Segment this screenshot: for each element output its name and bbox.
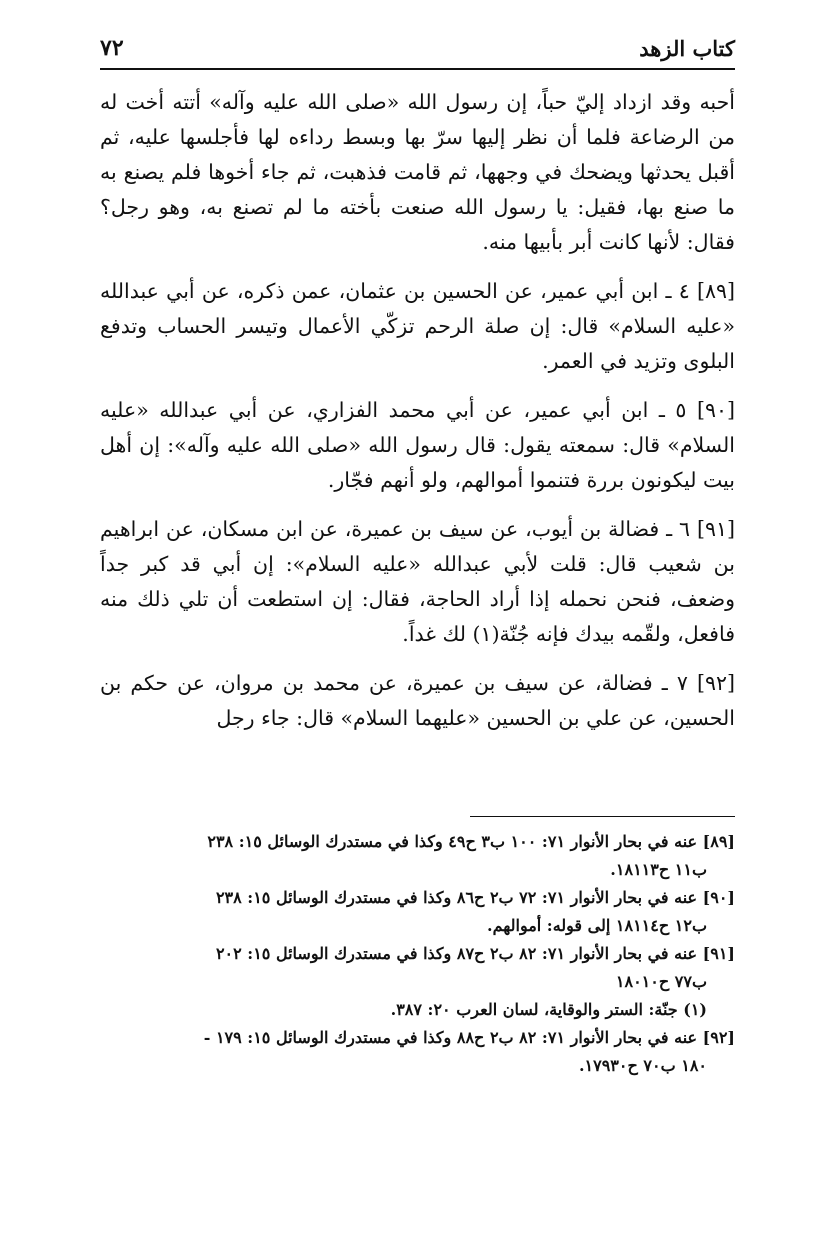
hadith-90: [٩٠] ٥ ـ ابن أبي عمير، عن أبي محمد الفزاري، عن أبي عبدالله «عليه السلام» قال: سمعته يقول: قال رسول الله «صلى الله عليه وآله»: إن أهل بيت ليكونون بررة فتنموا أموالهم، ولو أنهم فجّار. xyxy=(100,398,735,492)
book-title: كتاب الزهد xyxy=(639,35,735,61)
footnote-cont: ١٨٠ ب٧٠ ح١٧٩٣٠. xyxy=(578,1056,707,1075)
footnote-main: [٩١] عنه في بحار الأنوار ٧١: ٨٢ ب٢ ح٨٧ وكذا في مستدرك الوسائل ١٥: ٢٠٢ xyxy=(215,944,735,963)
footnote-cont: ب١١ ح١٨١١٣. xyxy=(610,860,707,879)
main-text xyxy=(100,85,735,750)
footnote-main: (١) جنّة: الستر والوقاية، لسان العرب ٢٠: ٣٨٧. xyxy=(390,1000,707,1019)
footnote-91 xyxy=(100,940,735,996)
footnote-main: [٩٢] عنه في بحار الأنوار ٧١: ٨٢ ب٢ ح٨٨ وكذا في مستدرك الوسائل ١٥: ١٧٩ - xyxy=(203,1028,735,1047)
footnote-90 xyxy=(100,884,735,940)
footnote-divider xyxy=(470,816,735,817)
footnote-gloss-1 xyxy=(100,996,735,1024)
footnote-cont: ب٧٧ ح١٨٠١٠ xyxy=(615,972,707,991)
page-number: ٧٢ xyxy=(100,35,124,61)
footnotes xyxy=(100,828,735,1080)
footnote-main: [٨٩] عنه في بحار الأنوار ٧١: ١٠٠ ب٣ ح٤٩ وكذا في مستدرك الوسائل ١٥: ٢٣٨ xyxy=(207,832,735,851)
footnote-92 xyxy=(100,1024,735,1080)
hadith-89: [٨٩] ٤ ـ ابن أبي عمير، عن الحسين بن عثمان، عمن ذكره، عن أبي عبدالله «عليه السلام» قال: إن صلة الرحم تزكّي الأعمال وتيسر الحساب وتدفع البلوى وتزيد في العمر. xyxy=(100,279,736,373)
footnote-cont: ب١٢ ح١٨١١٤ إلى قوله: أموالهم. xyxy=(487,916,707,935)
footnote-main: [٩٠] عنه في بحار الأنوار ٧١: ٧٢ ب٢ ح٨٦ وكذا في مستدرك الوسائل ١٥: ٢٣٨ xyxy=(215,888,735,907)
hadith-91: [٩١] ٦ ـ فضالة بن أيوب، عن سيف بن عميرة، عن ابن مسكان، عن ابراهيم بن شعيب قال: قلت لأبي عبدالله «عليه السلام»: إن أبي قد كبر جداً وضعف، فنحن نحمله إذا أراد الحاجة، فقال: إن استطعت أن تلي ذلك منه فافعل، ولقّمه بيدك فإنه جُنّة(١) لك غداً. xyxy=(100,517,736,646)
hadith-92: [٩٢] ٧ ـ فضالة، عن سيف بن عميرة، عن محمد بن مروان، عن حكم بن الحسين، عن علي بن الحسين «عليهما السلام» قال: جاء رجل xyxy=(100,671,735,730)
paragraph: أحبه وقد ازداد إليّ حباً، إن رسول الله «صلى الله عليه وآله» أتته أخت له من الرضاعة فلما أن نظر إليها سرّ بها وبسط رداءه لها فأجلسها عليه، ثم أقبل يحدثها ويضحك في وجهها، ثم قامت فذهبت، ثم جاء أخوها فلم يصنع به ما صنع بها، فقيل: يا رسول الله صنعت بأخته ما لم تصنع به، وهو رجل؟ فقال: لأنها كانت أبر بأبيها منه. xyxy=(100,90,735,254)
footnote-89 xyxy=(100,828,735,884)
running-header xyxy=(100,28,735,70)
